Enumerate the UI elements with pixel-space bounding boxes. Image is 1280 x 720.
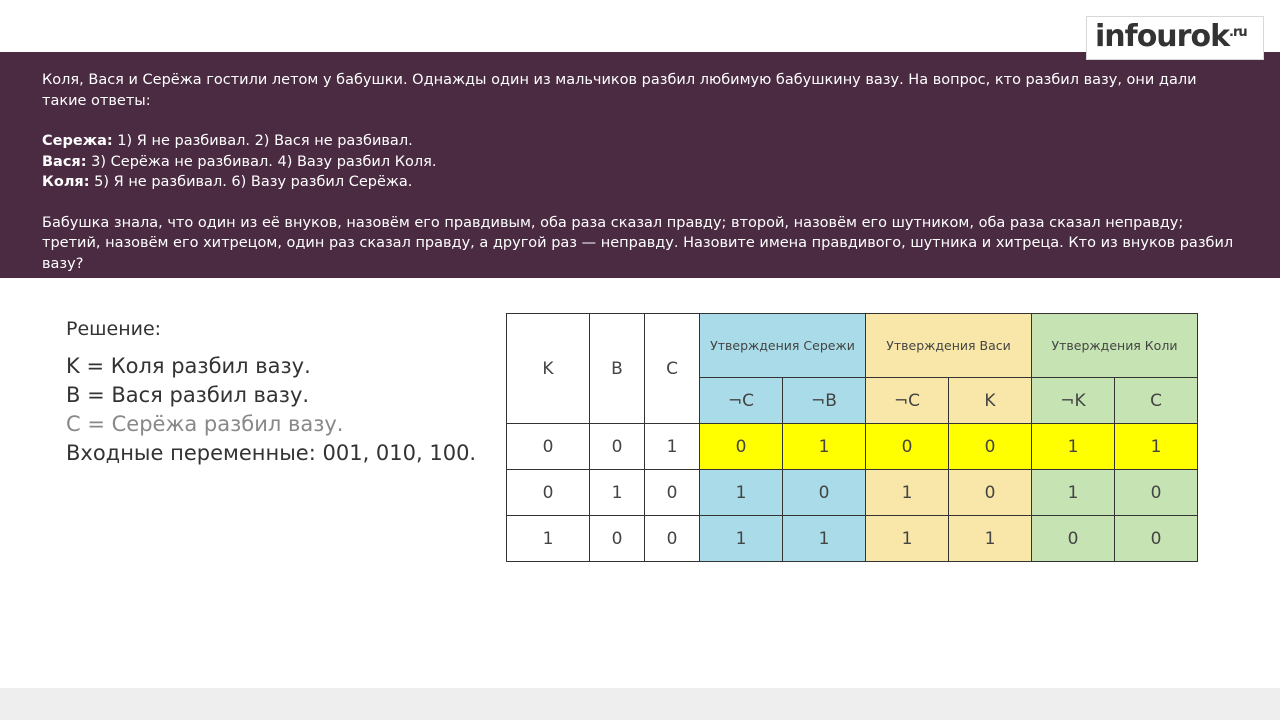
subheader-cell: ¬K xyxy=(1032,378,1115,424)
header-group-kolya: Утверждения Коли xyxy=(1032,314,1198,378)
value-cell: 0 xyxy=(1115,516,1198,562)
answer-name: Вася: xyxy=(42,153,87,170)
value-cell: 0 xyxy=(1115,470,1198,516)
table-header-row xyxy=(507,314,1198,378)
answer-text: 3) Серёжа не разбивал. 4) Вазу разбил Коля. xyxy=(86,153,437,170)
answer-name: Сережа: xyxy=(42,133,113,149)
answer-name: Коля: xyxy=(42,174,90,190)
input-variables: Входные переменные: 001, 010, 100. xyxy=(66,441,477,465)
value-cell: 0 xyxy=(700,424,783,470)
subheader-cell: C xyxy=(1115,378,1198,424)
logo-suffix: .ru xyxy=(1229,25,1247,40)
table-row xyxy=(507,516,1198,562)
var-cell: 1 xyxy=(645,424,700,470)
truth-table xyxy=(506,313,1198,562)
table-row xyxy=(507,424,1198,470)
value-cell: 1 xyxy=(783,516,866,562)
header-var-b: B xyxy=(590,314,645,424)
subheader-cell: ¬C xyxy=(866,378,949,424)
value-cell: 1 xyxy=(1032,470,1115,516)
subheader-cell: ¬B xyxy=(783,378,866,424)
var-cell: 0 xyxy=(590,516,645,562)
header-var-c: C xyxy=(645,314,700,424)
var-cell: 1 xyxy=(507,516,590,562)
var-cell: 0 xyxy=(507,470,590,516)
value-cell: 0 xyxy=(949,424,1032,470)
header-group-sergey: Утверждения Сережи xyxy=(700,314,866,378)
answer-sergey xyxy=(42,131,1238,152)
var-cell: 0 xyxy=(645,470,700,516)
subheader-cell: K xyxy=(949,378,1032,424)
definition-k: K = Коля разбил вазу. xyxy=(66,354,311,378)
value-cell: 1 xyxy=(949,516,1032,562)
value-cell: 1 xyxy=(783,424,866,470)
definition-c: C = Серёжа разбил вазу. xyxy=(66,412,344,436)
problem-outro: Бабушка знала, что один из её внуков, назовём его правдивым, оба раза сказал правду; второй, назовём его шутником, оба раза сказал неправду; третий, назовём его хитрецом, один раз сказал правду, а другой раз — неправду. Назовите имена правдивого, шутника и хитреца. Кто из внуков разбил вазу? xyxy=(42,214,1234,272)
logo-main: infourok xyxy=(1095,19,1230,54)
answer-vasya xyxy=(42,152,1238,173)
answer-kolya xyxy=(42,172,1238,193)
problem-intro: Коля, Вася и Серёжа гостили летом у бабушки. Однажды один из мальчиков разбил любимую бабушкину вазу. На вопрос, кто разбил вазу, они дали такие ответы: xyxy=(42,72,1197,109)
value-cell: 0 xyxy=(783,470,866,516)
answer-text: 1) Я не разбивал. 2) Вася не разбивал. xyxy=(112,133,413,149)
problem-statement xyxy=(0,52,1280,278)
value-cell: 1 xyxy=(700,516,783,562)
solution-heading: Решение: xyxy=(66,318,162,340)
value-cell: 1 xyxy=(866,470,949,516)
value-cell: 0 xyxy=(949,470,1032,516)
subheader-cell: ¬C xyxy=(700,378,783,424)
value-cell: 1 xyxy=(700,470,783,516)
value-cell: 0 xyxy=(866,424,949,470)
header-var-k: K xyxy=(507,314,590,424)
header-group-vasya: Утверждения Васи xyxy=(866,314,1032,378)
answer-text: 5) Я не разбивал. 6) Вазу разбил Серёжа. xyxy=(89,174,413,190)
definition-b: B = Вася разбил вазу. xyxy=(66,383,310,407)
var-cell: 0 xyxy=(507,424,590,470)
value-cell: 1 xyxy=(1032,424,1115,470)
var-cell: 0 xyxy=(590,424,645,470)
bottom-band xyxy=(0,688,1280,720)
var-cell: 1 xyxy=(590,470,645,516)
table-row xyxy=(507,470,1198,516)
infourok-logo xyxy=(1086,16,1264,60)
var-cell: 0 xyxy=(645,516,700,562)
value-cell: 1 xyxy=(1115,424,1198,470)
solution-block xyxy=(66,318,476,468)
value-cell: 0 xyxy=(1032,516,1115,562)
value-cell: 1 xyxy=(866,516,949,562)
